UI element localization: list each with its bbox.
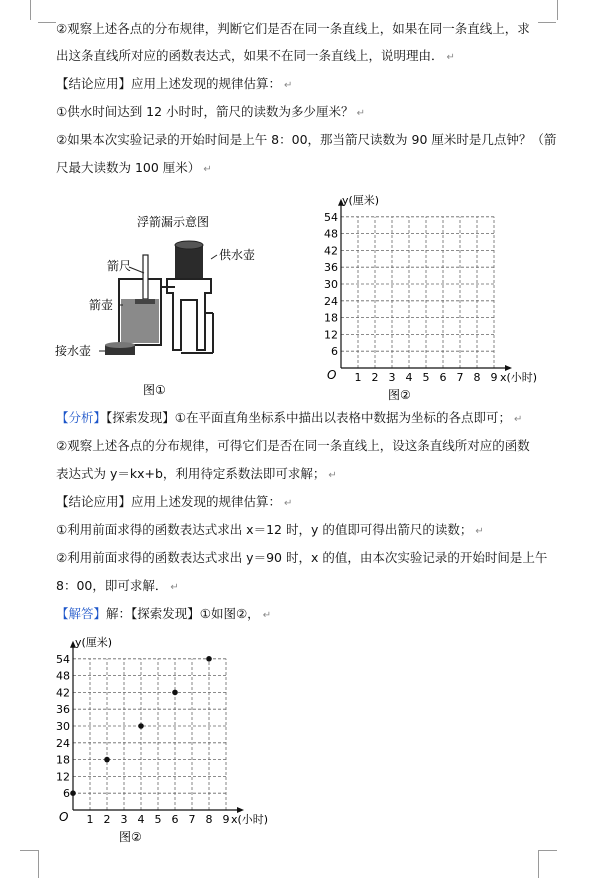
crop-mark-bl-h <box>20 850 38 851</box>
y-tick-label: 36 <box>56 703 70 717</box>
x-tick-label: 3 <box>388 371 396 384</box>
label-receiving-pot: 接水壶 <box>55 344 92 358</box>
y-tick-label: 54 <box>324 210 338 224</box>
answer-tag: 【解答】 <box>56 606 107 621</box>
x-tick-label: 7 <box>188 813 196 826</box>
x-tick-label: 8 <box>473 371 481 384</box>
y-tick-label: 48 <box>56 669 70 683</box>
answer-line: 【解答】解：【探索发现】①如图②， ↵ <box>56 606 272 621</box>
data-point <box>172 690 178 696</box>
origin-label: O <box>327 368 337 382</box>
crop-mark-tl-h <box>38 22 56 23</box>
text-line: 尺最大读数为 100 厘米） ↵ <box>56 160 212 175</box>
text-line: 出这条直线所对应的函数表达式，如果不在同一条直线上，说明理由． ↵ <box>56 48 455 63</box>
figure-1-title: 浮箭漏示意图 <box>137 215 210 229</box>
x-axis-label: x(小时) <box>231 813 269 826</box>
y-tick-label: 18 <box>56 753 70 767</box>
x-tick-label: 4 <box>137 813 145 826</box>
x-tick-label: 1 <box>354 371 362 384</box>
y-tick-label: 48 <box>324 227 338 241</box>
y-axis-label: y(厘米) <box>342 194 380 207</box>
answer-figure <box>55 632 295 847</box>
figure-1-caption: 图① <box>143 383 166 397</box>
x-tick-label: 3 <box>120 813 128 826</box>
data-point <box>206 656 212 662</box>
y-axis-label: y(厘米) <box>75 636 113 649</box>
figure-2-caption: 图② <box>388 388 411 402</box>
label-supply-pot: 供水壶 <box>219 248 256 262</box>
text-line: 表达式为 y＝kx+b，利用待定系数法即可求解； ↵ <box>56 466 337 481</box>
clepsydra-diagram <box>55 205 275 405</box>
y-tick-label: 18 <box>324 311 338 325</box>
analysis-line: 【分析】【探索发现】①在平面直角坐标系中描出以表格中数据为坐标的各点即可； ↵ <box>56 410 523 425</box>
y-tick-label: 36 <box>324 261 338 275</box>
label-arrow-pot: 箭壶 <box>89 298 114 312</box>
text-line: ②利用前面求得的函数表达式求出 y＝90 时，x 的值，由本次实验记录的开始时间是上午 <box>56 550 548 565</box>
text-line: 8：00，即可求解． ↵ <box>56 578 179 593</box>
x-tick-label: 2 <box>371 371 379 384</box>
text-line: ②观察上述各点的分布规律，判断它们是否在同一条直线上，如果在同一条直线上，求 <box>56 21 530 36</box>
supply-pot <box>175 245 203 279</box>
text-line: ①供水时间达到 12 小时时，箭尺的读数为多少厘米？ ↵ <box>56 104 365 119</box>
figure-2 <box>312 190 552 405</box>
x-tick-label: 7 <box>456 371 464 384</box>
y-tick-label: 6 <box>331 345 338 359</box>
crop-mark-bl-v <box>38 850 39 878</box>
x-tick-label: 5 <box>422 371 430 384</box>
y-tick-label: 12 <box>324 328 338 342</box>
crop-mark-br-v <box>538 850 539 878</box>
x-tick-label: 9 <box>222 813 230 826</box>
x-tick-label: 1 <box>86 813 94 826</box>
label-arrow-rod: 箭尺 <box>107 259 132 273</box>
y-tick-label: 24 <box>56 736 70 750</box>
supply-pot-top <box>175 241 203 249</box>
x-tick-label: 2 <box>103 813 111 826</box>
x-axis-label: x(小时) <box>500 371 538 384</box>
analysis-tag: 【分析】 <box>56 410 107 425</box>
x-tick-label: 5 <box>154 813 162 826</box>
answer-figure-caption: 图② <box>119 830 142 844</box>
text-line: ①利用前面求得的函数表达式求出 x＝12 时，y 的值即可得出箭尺的读数； ↵ <box>56 522 484 537</box>
crop-mark-tr-v <box>557 0 558 20</box>
section-heading: 【结论应用】应用上述发现的规律估算： ↵ <box>56 76 293 91</box>
x-tick-label: 8 <box>205 813 213 826</box>
x-tick-label: 4 <box>405 371 413 384</box>
figure-1 <box>55 205 275 405</box>
section-heading: 【结论应用】应用上述发现的规律估算： ↵ <box>56 494 293 509</box>
x-tick-label: 9 <box>490 371 498 384</box>
y-tick-label: 24 <box>324 294 338 308</box>
data-point <box>70 790 76 796</box>
data-point <box>138 723 144 729</box>
y-tick-label: 42 <box>324 244 338 258</box>
y-tick-label: 42 <box>56 686 70 700</box>
scatter-chart <box>55 632 295 847</box>
x-tick-label: 6 <box>171 813 179 826</box>
stand <box>167 279 211 350</box>
origin-label: O <box>59 810 69 824</box>
text-line: ②如果本次实验记录的开始时间是上午 8：00，那当箭尺读数为 90 厘米时是几点钟？（箭 <box>56 132 557 147</box>
text-line: ②观察上述各点的分布规律，可得它们是否在同一条直线上，设这条直线所对应的函数 <box>56 438 530 453</box>
arrow-rod <box>143 255 148 299</box>
y-tick-label: 12 <box>56 770 70 784</box>
arrow-pot-water <box>121 299 159 343</box>
y-tick-label: 30 <box>56 720 70 733</box>
crop-mark-tr-h <box>538 22 556 23</box>
y-tick-label: 6 <box>63 787 70 801</box>
y-tick-label: 30 <box>324 278 338 291</box>
crop-mark-tl-v <box>30 0 31 20</box>
crop-mark-br-h <box>539 850 557 851</box>
x-tick-label: 6 <box>439 371 447 384</box>
y-tick-label: 54 <box>56 652 70 666</box>
empty-grid-chart <box>312 190 552 405</box>
data-point <box>104 757 110 763</box>
